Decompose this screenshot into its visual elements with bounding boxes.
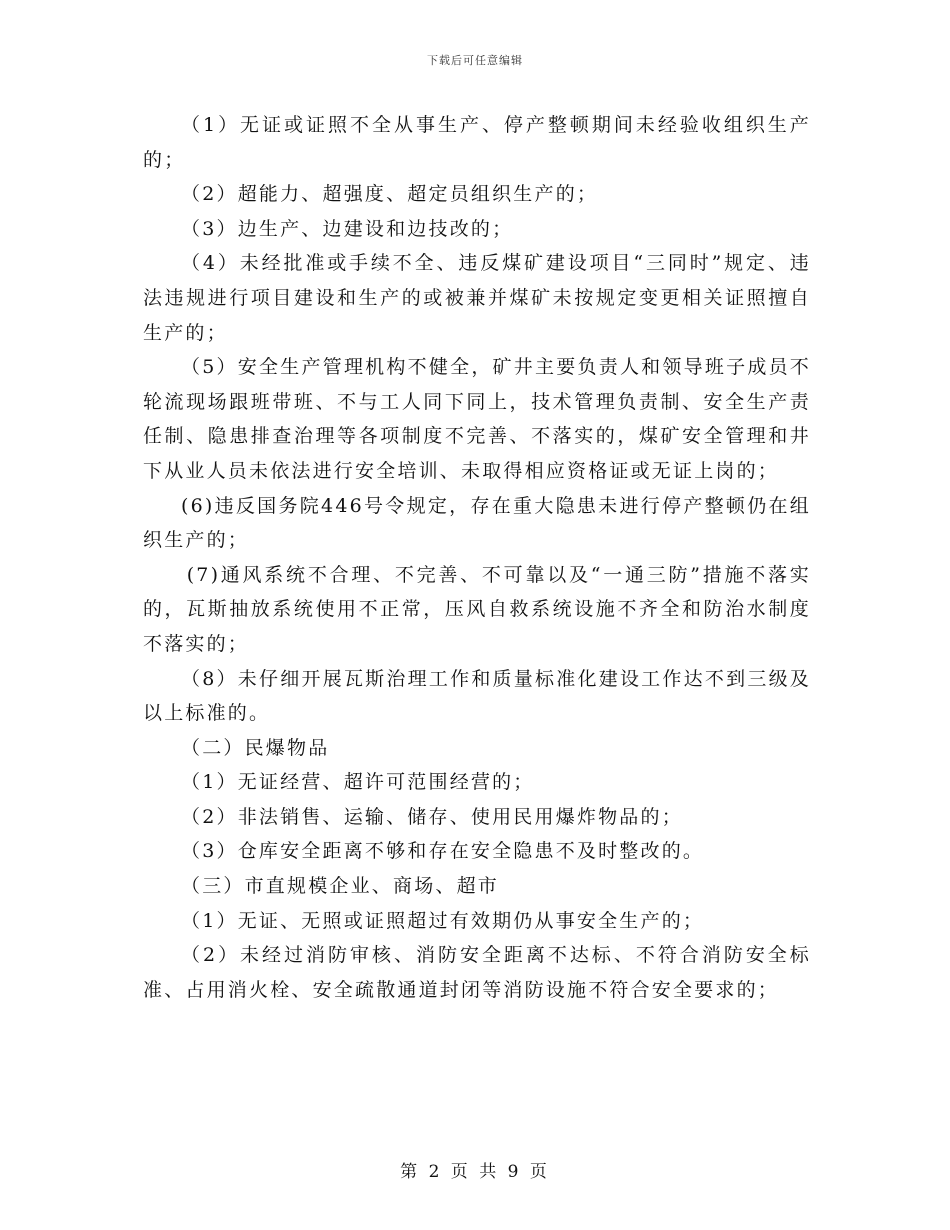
paragraph: （3）仓库安全距离不够和存在安全隐患不及时整改的。	[181, 840, 705, 863]
paragraph: （2）非法销售、运输、储存、使用民用爆炸物品的；	[181, 805, 683, 828]
paragraph: （2）超能力、超强度、超定员组织生产的；	[181, 183, 599, 206]
paragraph: （1）无证、无照或证照超过有效期仍从事安全生产的；	[181, 909, 705, 932]
paragraph: （3）边生产、边建设和边技改的；	[181, 217, 514, 240]
page-number-footer: 第 2 页 共 9 页	[400, 1162, 550, 1182]
section-heading: （三）市直规模企业、商场、超市	[181, 875, 500, 898]
paragraph: （2）未经过消防审核、消防安全距离不达标、不符合消防安全标准、占用消火栓、安全疏散通道封闭等消防设施不符合安全要求的；	[143, 944, 811, 1001]
document-body	[143, 108, 811, 1007]
paragraph: （1）无证经营、超许可范围经营的；	[181, 771, 535, 794]
paragraph: （1）无证或证照不全从事生产、停产整顿期间未经验收组织生产的；	[143, 114, 811, 171]
paragraph: (7)通风系统不合理、不完善、不可靠以及“一通三防”措施不落实的，瓦斯抽放系统使用不正常，压风自救系统设施不齐全和防治水制度不落实的；	[143, 563, 811, 655]
paragraph: （8）未仔细开展瓦斯治理工作和质量标准化建设工作达不到三级及以上标准的。	[143, 667, 811, 725]
paragraph: (6)违反国务院446号令规定，存在重大隐患未进行停产整顿仍在组织生产的；	[143, 494, 811, 552]
page-header: 下载后可任意编辑	[427, 54, 523, 67]
paragraph: （5）安全生产管理机构不健全，矿井主要负责人和领导班子成员不轮流现场跟班带班、不与工人同下同上，技术管理负责制、安全生产责任制、隐患排查治理等各项制度不完善、不落实的，煤矿安全管理和井下从业人员未依法进行安全培训、未取得相应资格证或无证上岗的；	[143, 356, 811, 482]
paragraph: （4）未经批准或手续不全、违反煤矿建设项目“三同时”规定、违法违规进行项目建设和生产的或被兼并煤矿未按规定变更相关证照擅自生产的；	[143, 252, 811, 344]
section-heading: （二）民爆物品	[181, 736, 330, 759]
